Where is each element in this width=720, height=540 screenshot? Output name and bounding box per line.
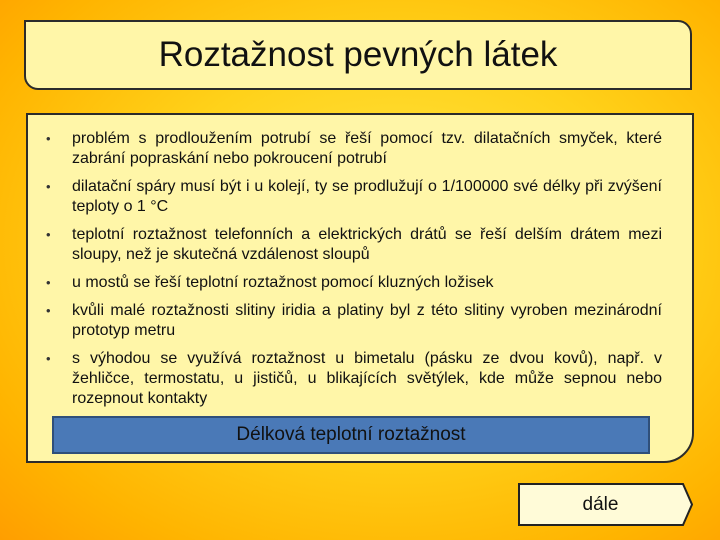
bullet-item bbox=[46, 129, 662, 169]
next-button-label: dále bbox=[582, 493, 619, 515]
link-button-label: Délková teplotní roztažnost bbox=[236, 424, 466, 445]
bullet-list bbox=[28, 115, 692, 409]
bullet-item bbox=[46, 301, 662, 341]
bullet-text: u mostů se řeší teplotní roztažnost pomocí kluzných ložisek bbox=[72, 274, 494, 291]
bullet-text: problém s prodloužením potrubí se řeší pomocí tzv. dilatačních smyček, které zabrání popraskání nebo pokroucení potrubí bbox=[72, 130, 662, 167]
bullet-item bbox=[46, 177, 662, 217]
bullet-item bbox=[46, 225, 662, 265]
slide-title: Roztažnost pevných látek bbox=[158, 35, 558, 74]
title-panel bbox=[24, 20, 692, 90]
linear-expansion-link-button[interactable] bbox=[52, 416, 650, 454]
bullet-text: kvůli malé roztažnosti slitiny iridia a platiny byl z této slitiny vyroben mezinárodní prototyp metru bbox=[72, 302, 662, 339]
bullet-text: teplotní roztažnost telefonních a elektrických drátů se řeší delším drátem mezi sloupy, než je skutečná vzdálenost sloupů bbox=[72, 226, 662, 263]
content-panel bbox=[26, 113, 694, 463]
bullet-dot-icon: • bbox=[46, 303, 51, 318]
bullet-item bbox=[46, 273, 662, 293]
bullet-dot-icon: • bbox=[46, 179, 51, 194]
next-button[interactable] bbox=[518, 483, 693, 526]
bullet-dot-icon: • bbox=[46, 351, 51, 366]
bullet-text: s výhodou se využívá roztažnost u bimetalu (pásku ze dvou kovů), např. v žehličce, termostatu, u jističů, u blikajících světýlek, kde může sepnou nebo rozepnout kontakty bbox=[72, 350, 662, 407]
bullet-dot-icon: • bbox=[46, 275, 51, 290]
bullet-dot-icon: • bbox=[46, 131, 51, 146]
bullet-text: dilatační spáry musí být i u kolejí, ty se prodlužují o 1/100000 své délky při zvýšení teploty o 1 °C bbox=[72, 178, 662, 215]
bullet-dot-icon: • bbox=[46, 227, 51, 242]
bullet-item bbox=[46, 349, 662, 409]
